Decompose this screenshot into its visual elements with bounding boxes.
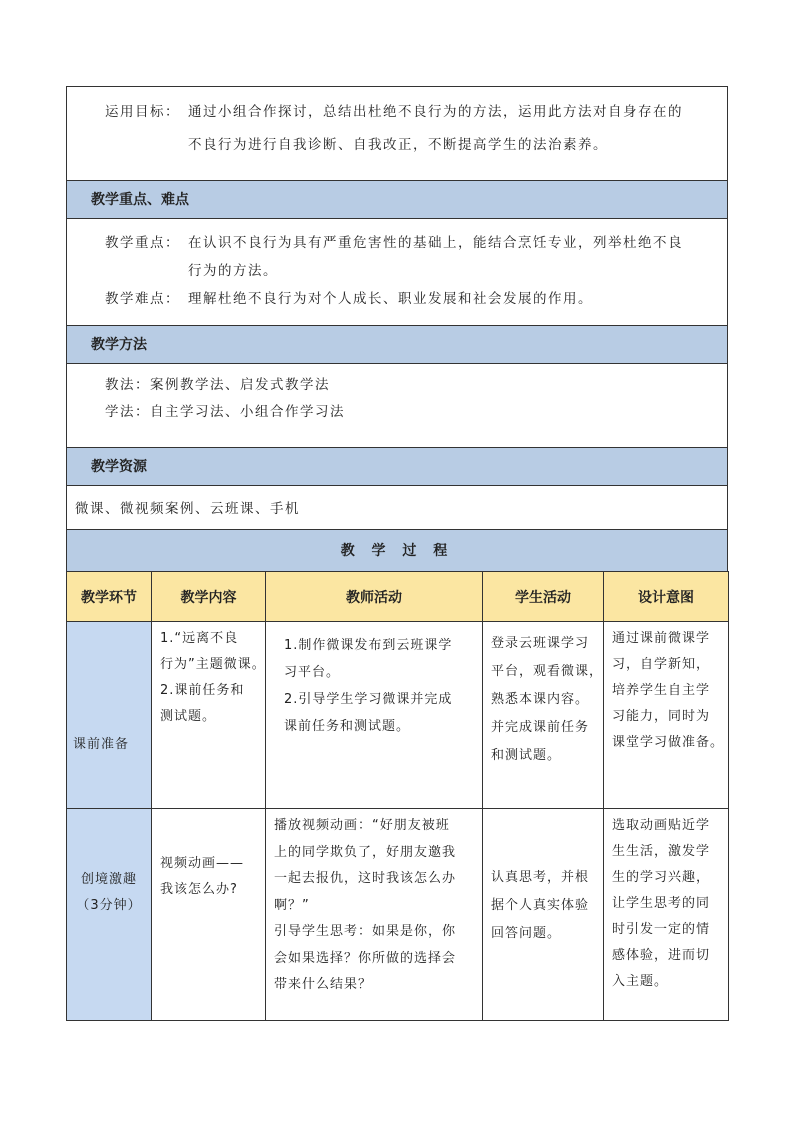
intent-line: 选取动画贴近学 — [612, 818, 711, 833]
resources-box — [66, 485, 728, 529]
focus-line-2: 行为的方法。 — [188, 263, 278, 279]
student-line: 熟悉本课内容。 — [491, 692, 590, 707]
header-intent: 设计意图 — [604, 572, 729, 622]
intent-line: 让学生思考的同 — [612, 896, 711, 911]
difficulty-label: 教学难点： — [105, 291, 180, 307]
table-row — [67, 622, 729, 809]
intent-cell — [604, 622, 729, 809]
methods-heading: 教学方法 — [66, 325, 728, 363]
stage-cell — [67, 622, 152, 809]
student-line: 登录云班课学习 — [491, 636, 590, 651]
intent-cell — [604, 809, 729, 1021]
student-line: 认真思考，并根 — [491, 870, 590, 885]
focus-line-1: 在认识不良行为具有严重危害性的基础上，能结合烹饪专业，列举杜绝不良 — [188, 235, 683, 251]
intent-line: 感体验，进而切 — [612, 948, 711, 963]
content-line: 行为”主题微课。 — [160, 657, 266, 672]
teacher-line: 带来什么结果？ — [274, 977, 373, 992]
learning-method: 学法：自主学习法、小组合作学习法 — [105, 404, 345, 420]
intent-line: 生的学习兴趣， — [612, 870, 711, 885]
student-line: 和测试题。 — [491, 748, 562, 763]
process-table — [66, 571, 729, 1021]
content-line: 2.课前任务和 — [160, 683, 245, 698]
content-line: 测试题。 — [160, 709, 217, 724]
intent-line: 习，自学新知， — [612, 657, 711, 672]
header-teacher: 教师活动 — [266, 572, 483, 622]
intent-line: 习能力，同时为 — [612, 709, 711, 724]
intent-line: 课堂学习做准备。 — [612, 735, 725, 750]
teacher-line: 1.制作微课发布到云班课学 — [284, 638, 453, 653]
content-line: 我该怎么办? — [160, 882, 238, 897]
resources-heading: 教学资源 — [66, 447, 728, 485]
teacher-cell — [266, 622, 483, 809]
goals-line-2: 不良行为进行自我诊断、自我改正，不断提高学生的法治素养。 — [188, 137, 608, 153]
methods-box — [66, 363, 728, 447]
student-line: 据个人真实体验 — [491, 898, 590, 913]
teacher-line: 引导学生思考：如果是你，你 — [274, 924, 457, 939]
goals-label: 运用目标： — [105, 104, 180, 120]
lesson-plan-page — [66, 86, 728, 1021]
stage-label: 创境激趣 — [80, 872, 137, 887]
resources-text: 微课、微视频案例、云班课、手机 — [75, 501, 300, 517]
table-row — [67, 809, 729, 1021]
process-title: 教 学 过 程 — [66, 529, 728, 571]
process-header-row — [67, 572, 729, 622]
key-points-heading: 教学重点、难点 — [66, 180, 728, 218]
intent-line: 生生活，激发学 — [612, 844, 711, 859]
content-line: 视频动画—— — [160, 856, 245, 871]
content-cell — [152, 809, 266, 1021]
header-student: 学生活动 — [483, 572, 604, 622]
teacher-line: 课前任务和测试题。 — [284, 719, 411, 734]
teacher-cell — [266, 809, 483, 1021]
teacher-line: 会如果选择？你所做的选择会 — [274, 950, 457, 966]
stage-time: （3分钟） — [76, 898, 142, 913]
student-line: 并完成课前任务 — [491, 720, 590, 735]
teaching-method: 教法：案例教学法、启发式教学法 — [105, 377, 330, 393]
stage-label: 课前准备 — [73, 737, 130, 752]
student-line: 回答问题。 — [491, 926, 562, 941]
teacher-line: 习平台。 — [284, 665, 341, 680]
intent-line: 时引发一定的情 — [612, 922, 711, 937]
teacher-line: 啊？” — [274, 897, 310, 913]
difficulty-text: 理解杜绝不良行为对个人成长、职业发展和社会发展的作用。 — [188, 291, 593, 307]
intent-line: 入主题。 — [612, 974, 669, 989]
teacher-line: 播放视频动画：“好朋友被班 — [274, 818, 450, 833]
teacher-line: 2.引导学生学习微课并完成 — [284, 692, 453, 707]
key-points-box — [66, 218, 728, 325]
teacher-line: 上的同学欺负了，好朋友邀我 — [274, 844, 457, 860]
intent-line: 通过课前微课学 — [612, 631, 711, 646]
student-line: 平台，观看微课， — [491, 664, 604, 679]
student-cell — [483, 622, 604, 809]
header-stage: 教学环节 — [67, 572, 152, 622]
goals-line-1: 通过小组合作探讨，总结出杜绝不良行为的方法，运用此方法对自身存在的 — [188, 104, 683, 120]
student-cell — [483, 809, 604, 1021]
content-cell — [152, 622, 266, 809]
goals-box — [66, 86, 728, 180]
focus-label: 教学重点： — [105, 235, 180, 251]
header-content: 教学内容 — [152, 572, 266, 622]
content-line: 1.“远离不良 — [160, 631, 239, 646]
teacher-line: 一起去报仇，这时我该怎么办 — [274, 871, 457, 886]
stage-cell — [67, 809, 152, 1021]
intent-line: 培养学生自主学 — [612, 683, 711, 698]
